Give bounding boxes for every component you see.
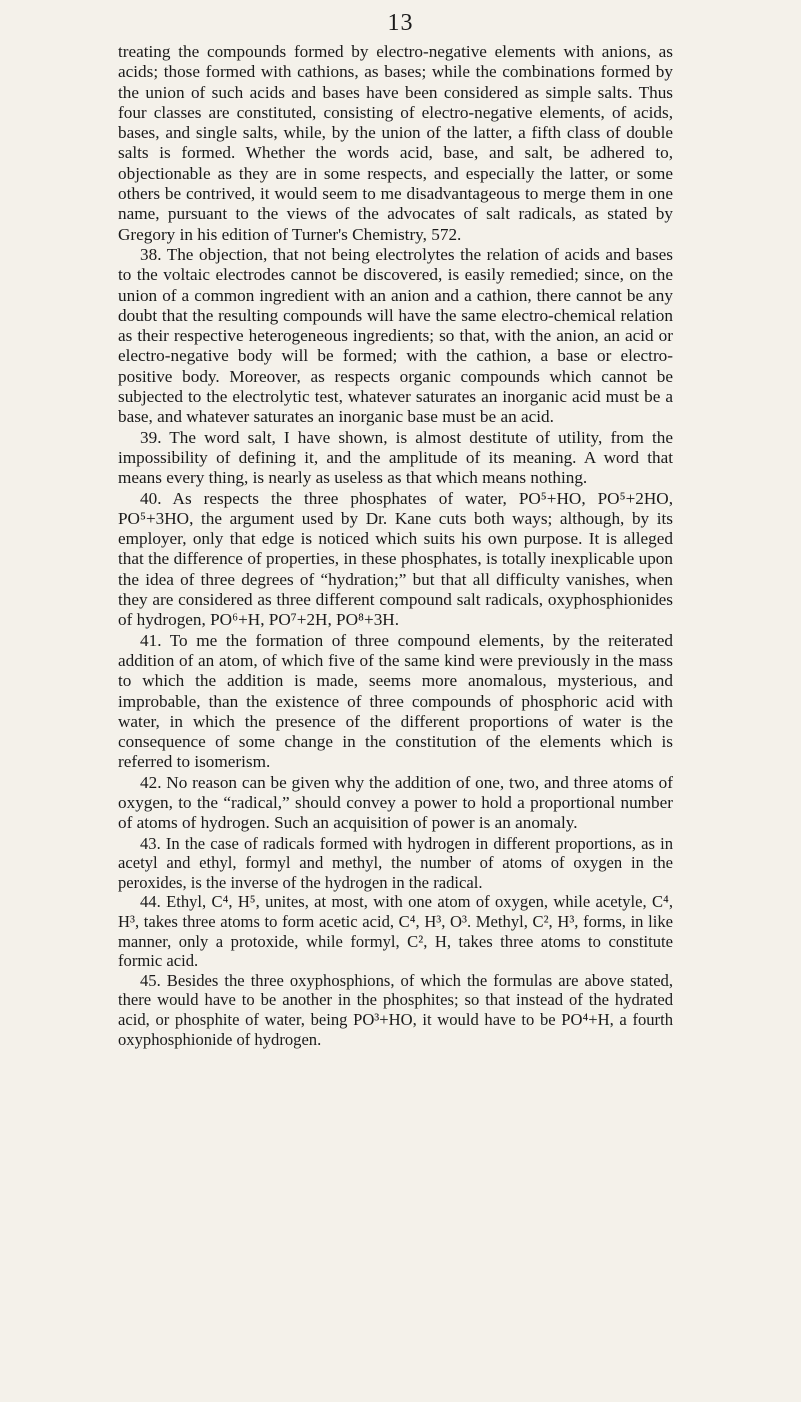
paragraph-40: 40. As respects the three phosphates of water, PO⁵+HO, PO⁵+2HO, PO⁵+3HO, the argument used by Dr. Kane cuts both ways; although, by its employer, only that edge is noticed which suits his own purpose. It is alleged that the difference of properties, in these phosphates, is totally inexplicable upon the idea of three degrees of “hydration;” but that all difficulty vanishes, when they are considered as three different compound salt radicals, oxyphosphionides of hydrogen, PO⁶+H, PO⁷+2H, PO⁸+3H. xyxy=(118,488,673,630)
paragraph-43: 43. In the case of radicals formed with hydrogen in different proportions, as in acetyl and ethyl, formyl and methyl, the number of atoms of oxygen in the peroxides, is the inverse of the hydrogen in the radical. xyxy=(118,833,673,892)
paragraph-continuation: treating the compounds formed by electro-negative elements with anions, as acids; those formed with cathions, as bases; while the combinations formed by the union of such acids and bases have been considered as simple salts. Thus four classes are constituted, consisting of electro-negative elements, of acids, bases, and single salts, while, by the union of the latter, a fifth class of double salts is formed. Whether the words acid, base, and salt, be adhered to, objectionable as they are in some respects, and especially the latter, or some others be contrived, it would seem to me disadvantageous to merge them in one name, pursuant to the views of the advocates of salt radicals, as stated by Gregory in his edition of Turner's Chemistry, 572. xyxy=(118,42,673,244)
body-text xyxy=(118,42,673,1049)
paragraph-38: 38. The objection, that not being electrolytes the relation of acids and bases to the voltaic electrodes cannot be discovered, is easily remedied; since, on the union of a common ingredient with an anion and a cathion, there cannot be any doubt that the resulting compounds will have the same electro-chemical relation as their respective heterogeneous ingredients; so that, with the anion, an acid or electro-negative body will be formed; with the cathion, a base or electro-positive body. Moreover, as respects organic compounds which cannot be subjected to the electrolytic test, whatever saturates an inorganic acid must be a base, and whatever saturates an inorganic base must be an acid. xyxy=(118,244,673,427)
page-number: 13 xyxy=(387,10,414,36)
paragraph-45: 45. Besides the three oxyphosphions, of which the formulas are above stated, there would have to be another in the phosphites; so that instead of the hydrated acid, or phosphite of water, being PO³+HO, it would have to be PO⁴+H, a fourth oxyphosphionide of hydrogen. xyxy=(118,970,673,1049)
paragraph-39: 39. The word salt, I have shown, is almost destitute of utility, from the impossibility of defining it, and the amplitude of its meaning. A word that means every thing, is nearly as useless as that which means nothing. xyxy=(118,427,673,488)
paragraph-44: 44. Ethyl, C⁴, H⁵, unites, at most, with one atom of oxygen, while acetyle, C⁴, H³, takes three atoms to form acetic acid, C⁴, H³, O³. Methyl, C², H³, forms, in like manner, only a protoxide, while formyl, C², H, takes three atoms to constitute formic acid. xyxy=(118,892,673,971)
paragraph-41: 41. To me the formation of three compound elements, by the reiterated addition of an atom, of which five of the same kind were previously in the mass to which the addition is made, seems more anomalous, mysterious, and improbable, than the existence of three compounds of phosphoric acid with water, in which the presence of the different proportions of water is the consequence of some change in the constitution of the elements which is referred to isomerism. xyxy=(118,630,673,772)
paragraph-42: 42. No reason can be given why the addition of one, two, and three atoms of oxygen, to the “radical,” should convey a power to hold a proportional number of atoms of hydrogen. Such an acquisition of power is an anomaly. xyxy=(118,772,673,833)
